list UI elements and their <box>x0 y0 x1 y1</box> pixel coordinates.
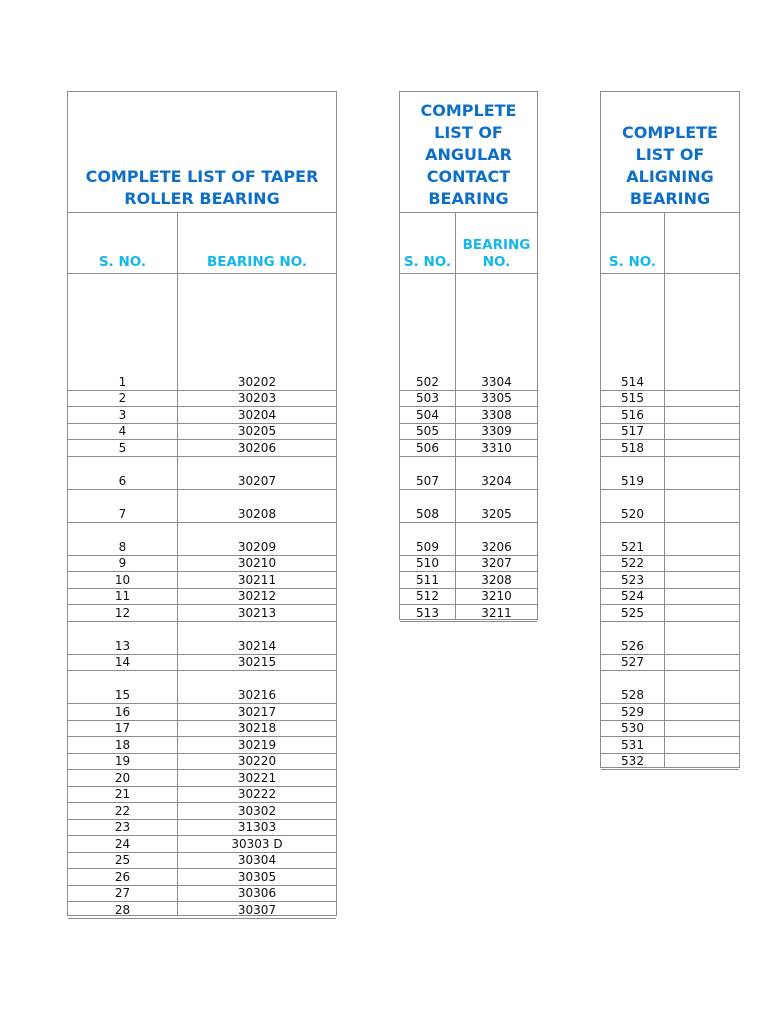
serial-number-cell: 503 <box>416 391 439 405</box>
bearing-number-cell: 30216 <box>237 688 277 702</box>
serial-number-cell: 514 <box>621 374 644 389</box>
aligning-rows <box>601 92 739 767</box>
bearing-number-cell: 3309 <box>481 424 512 438</box>
serial-number-cell: 505 <box>416 424 439 438</box>
serial-number-cell: 502 <box>416 374 439 389</box>
serial-number-cell: 526 <box>621 638 644 653</box>
row-divider <box>601 456 739 457</box>
aligning-title: COMPLETE LIST OF ALIGNING BEARING <box>601 92 739 213</box>
taper-roller-bearing-header: BEARING NO. <box>206 254 308 270</box>
row-divider <box>601 769 739 770</box>
serial-number-cell: 532 <box>621 754 644 768</box>
bearing-number-cell: 30203 <box>237 391 277 405</box>
bearing-number-cell: 30205 <box>237 424 277 438</box>
bearing-number-cell: 3208 <box>481 572 512 587</box>
serial-number-cell: 508 <box>416 506 439 521</box>
serial-number-cell: 27 <box>114 886 131 900</box>
row-divider <box>400 489 537 490</box>
row-divider <box>68 522 336 523</box>
bearing-number-cell: 3207 <box>481 556 512 570</box>
serial-number-cell: 4 <box>118 424 127 438</box>
bearing-number-cell: 30218 <box>237 721 277 735</box>
serial-number-cell: 17 <box>114 721 131 735</box>
bearing-number-cell: 30214 <box>237 638 277 653</box>
bearing-number-cell: 30211 <box>237 572 277 587</box>
serial-number-cell: 527 <box>621 655 644 669</box>
serial-number-cell: 2 <box>118 391 127 405</box>
bearing-number-cell: 30305 <box>237 869 277 884</box>
serial-number-cell: 523 <box>621 572 644 587</box>
bearing-number-cell: 30219 <box>237 737 277 752</box>
serial-number-cell: 516 <box>621 407 644 422</box>
serial-number-cell: 520 <box>621 506 644 521</box>
bearing-number-cell: 30204 <box>237 407 277 422</box>
row-divider <box>68 489 336 490</box>
serial-number-cell: 7 <box>118 506 127 521</box>
serial-number-cell: 3 <box>118 407 127 422</box>
row-divider <box>68 621 336 622</box>
bearing-number-cell: 30206 <box>237 440 277 455</box>
bearing-number-cell: 30210 <box>237 556 277 570</box>
bearing-number-cell: 3308 <box>481 407 512 422</box>
bearing-number-cell: 3210 <box>481 589 512 603</box>
serial-number-cell: 521 <box>621 539 644 554</box>
serial-number-cell: 510 <box>416 556 439 570</box>
bearing-number-cell: 30209 <box>237 539 277 554</box>
serial-number-cell: 18 <box>114 737 131 752</box>
taper-roller-sno-header: S. NO. <box>98 254 147 270</box>
row-divider <box>400 621 537 622</box>
bearing-number-cell: 3310 <box>481 440 512 455</box>
taper-roller-title: COMPLETE LIST OF TAPER ROLLER BEARING <box>68 92 336 213</box>
serial-number-cell: 515 <box>621 391 644 405</box>
serial-number-cell: 26 <box>114 869 131 884</box>
serial-number-cell: 24 <box>114 836 131 851</box>
serial-number-cell: 10 <box>114 572 131 587</box>
serial-number-cell: 519 <box>621 473 644 488</box>
serial-number-cell: 522 <box>621 556 644 570</box>
serial-number-cell: 509 <box>416 539 439 554</box>
serial-number-cell: 1 <box>118 374 127 389</box>
angular-contact-title: COMPLETE LIST OF ANGULAR CONTACT BEARING <box>400 92 537 213</box>
serial-number-cell: 512 <box>416 589 439 603</box>
serial-number-cell: 507 <box>416 473 439 488</box>
serial-number-cell: 513 <box>416 605 439 620</box>
serial-number-cell: 12 <box>114 605 131 620</box>
serial-number-cell: 9 <box>118 556 127 570</box>
serial-number-cell: 13 <box>114 638 131 653</box>
row-divider <box>68 918 336 919</box>
bearing-number-cell: 30307 <box>237 902 277 917</box>
serial-number-cell: 6 <box>118 473 127 488</box>
aligning-sno-header: S. NO. <box>608 254 657 270</box>
row-divider <box>400 456 537 457</box>
serial-number-cell: 16 <box>114 704 131 719</box>
serial-number-cell: 518 <box>621 440 644 455</box>
serial-number-cell: 22 <box>114 803 131 818</box>
serial-number-cell: 23 <box>114 820 131 834</box>
bearing-number-cell: 30220 <box>237 754 277 768</box>
serial-number-cell: 524 <box>621 589 644 603</box>
bearing-number-cell: 30215 <box>237 655 277 669</box>
bearing-number-cell: 30213 <box>237 605 277 620</box>
row-divider <box>601 522 739 523</box>
serial-number-cell: 528 <box>621 688 644 702</box>
aligning-table <box>600 91 740 768</box>
serial-number-cell: 531 <box>621 737 644 752</box>
serial-number-cell: 21 <box>114 787 131 801</box>
bearing-number-cell: 31303 <box>237 820 277 834</box>
row-divider <box>601 621 739 622</box>
serial-number-cell: 5 <box>118 440 127 455</box>
angular-contact-sno-header: S. NO. <box>403 254 452 270</box>
serial-number-cell: 525 <box>621 605 644 620</box>
serial-number-cell: 530 <box>621 721 644 735</box>
bearing-number-cell: 3304 <box>481 374 512 389</box>
bearing-number-cell: 3204 <box>481 473 512 488</box>
bearing-number-cell: 3205 <box>481 506 512 521</box>
serial-number-cell: 28 <box>114 902 131 917</box>
row-divider <box>601 489 739 490</box>
angular-contact-table <box>399 91 538 620</box>
bearing-number-cell: 30212 <box>237 589 277 603</box>
bearing-number-cell: 30217 <box>237 704 277 719</box>
bearing-number-cell: 30221 <box>237 770 277 785</box>
angular-contact-rows <box>400 92 537 619</box>
serial-number-cell: 8 <box>118 539 127 554</box>
serial-number-cell: 506 <box>416 440 439 455</box>
bearing-number-cell: 3206 <box>481 539 512 554</box>
bearing-number-cell: 30304 <box>237 853 277 867</box>
row-divider <box>68 670 336 671</box>
bearing-number-cell: 3211 <box>481 605 512 620</box>
serial-number-cell: 11 <box>114 589 131 603</box>
serial-number-cell: 25 <box>114 853 131 867</box>
angular-contact-bearing-header: BEARING NO. <box>462 237 531 270</box>
serial-number-cell: 19 <box>114 754 131 768</box>
row-divider <box>400 522 537 523</box>
serial-number-cell: 504 <box>416 407 439 422</box>
bearing-number-cell: 30302 <box>237 803 277 818</box>
taper-roller-rows <box>68 92 336 915</box>
bearing-number-cell: 30208 <box>237 506 277 521</box>
row-divider <box>601 670 739 671</box>
serial-number-cell: 529 <box>621 704 644 719</box>
bearing-number-cell: 30222 <box>237 787 277 801</box>
serial-number-cell: 15 <box>114 688 131 702</box>
bearing-number-cell: 30207 <box>237 473 277 488</box>
serial-number-cell: 14 <box>114 655 131 669</box>
serial-number-cell: 20 <box>114 770 131 785</box>
bearing-number-cell: 30202 <box>237 374 277 389</box>
row-divider <box>68 456 336 457</box>
aligning-table-viewport <box>600 91 718 771</box>
bearing-number-cell: 30303 D <box>231 836 283 851</box>
taper-roller-table <box>67 91 337 916</box>
serial-number-cell: 517 <box>621 424 644 438</box>
bearing-number-cell: 30306 <box>237 886 277 900</box>
serial-number-cell: 511 <box>416 572 439 587</box>
bearing-number-cell: 3305 <box>481 391 512 405</box>
